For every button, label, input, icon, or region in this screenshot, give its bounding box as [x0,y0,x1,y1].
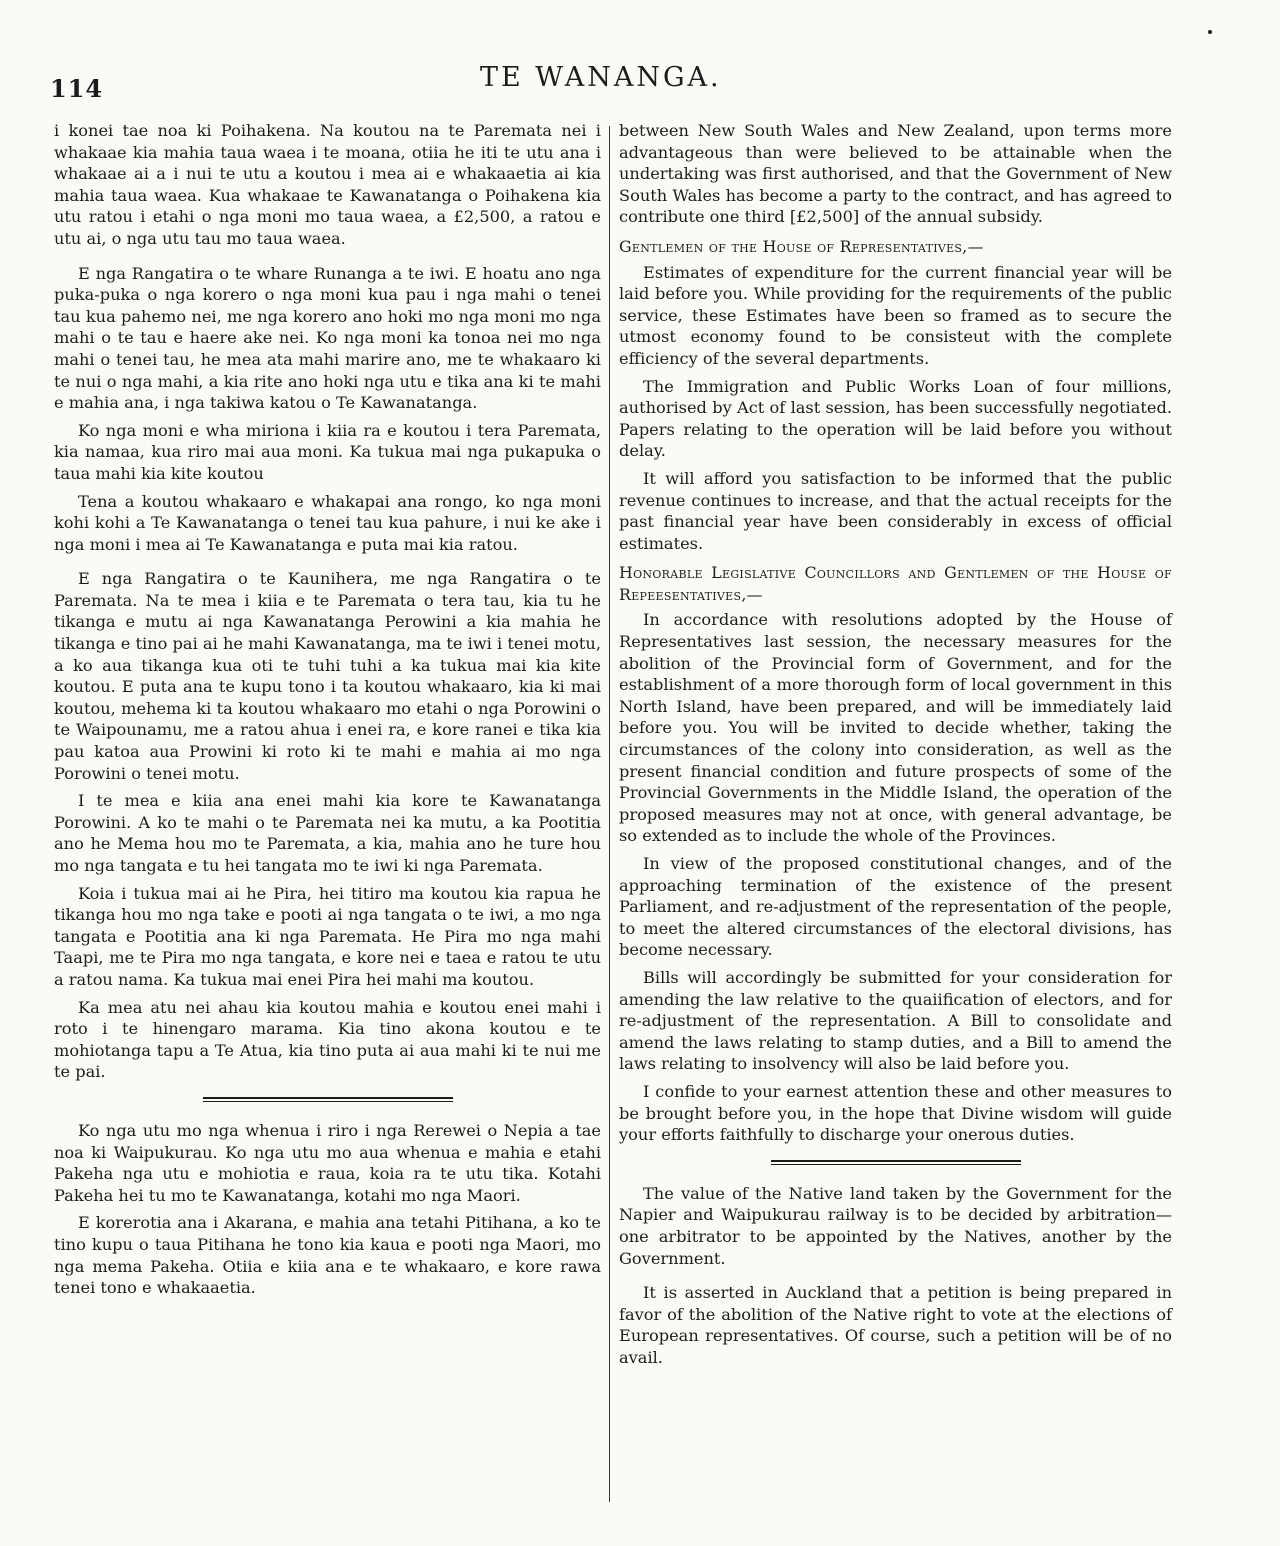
paragraph: It is asserted in Auckland that a petition is being prepared in favor of the abolition of the Native right to vote at the elections of European representatives. Of course, such a petition will be of no avail. [619,1283,1172,1367]
paragraph: Ko nga moni e wha miriona i kiia ra e koutou i tera Paremata, kia namaa, kua riro mai aua moni. Ka tukua mai nga pukapuka o taua mahi kia kite koutou [54,420,601,483]
paragraph: In view of the proposed constitutional changes, and of the approaching termination of the existence of the present Parliament, and re-adjustment of the representation of the people, to meet the altered circumstances of the electoral divisions, has become necessary. [619,854,1172,960]
paragraph: Estimates of expenditure for the current financial year will be laid before you. While providing for the requirements of the public service, these Estimates have been so framed as to secure the utmost economy found to be consisteut with the complete efficiency of the several departments. [619,262,1172,368]
section-heading: Honorable Legislative Councillors and Gentlemen of the House of Repeesentatives,— [619,563,1172,604]
paragraph: Ka mea atu nei ahau kia koutou mahia e koutou enei mahi i roto i te hinengaro marama. Kia tino akona koutou e te mohiotanga tapu a Te Atua, kia tino puta ai aua mahi ki te nui me te pai. [54,997,601,1082]
paragraph: E nga Rangatira o te Kaunihera, me nga Rangatira o te Paremata. Na te mea i kiia e te Paremata o tera tau, kia tu he tikanga e mutu ai nga Kawanatanga Perowini a kia mahia he tikanga e tino pai ai he mahi Kawanatanga, ma te iwi i tenei motu, a ko aua tikanga kua oti te tuhi tuhi a ka tukua mai kia kite koutou. E puta ana te kupu tono i ta koutou whakaaro, kia ki mai koutou, mehema ki ta koutou whakaaro mo etahi o nga Porowini o te Waipounamu, me a ratou ahua i enei ra, e kore ranei e tika kia pau katoa aua Prowini ki roto ki te mahi e mahia ai mo nga Porowini o tenei motu. [54,569,601,783]
left-column [54,120,601,1305]
paragraph: E korerotia ana i Akarana, e mahia ana tetahi Pitihana, a ko te tino kupu o taua Pitihana he tono kia kaua e pooti nga Maori, mo nga mema Pakeha. Otiia e kiia ana e te whakaaro, e kore rawa tenei tono e whakaaetia. [54,1213,601,1298]
paragraph: Bills will accordingly be submitted for your consideration for amending the law relative to the quaiification of electors, and for re-adjustment of the representation. A Bill to consolidate and amend the laws relating to stamp duties, and a Bill to amend the laws relating to insolvency will also be laid before you. [619,967,1172,1074]
paragraph: between New South Wales and New Zealand, upon terms more advantageous than were believed to be attainable when the undertaking was first authorised, and that the Government of New South Wales has become a party to the contract, and has agreed to contribute one third [£2,500] of the annual subsidy. [619,121,1172,227]
paragraph: Koia i tukua mai ai he Pira, hei titiro ma koutou kia rapua he tikanga hou mo nga take e pooti ai nga tangata o te iwi, a mo nga tangata e Pootitia ana ki nga Paremata. He Pira mo nga mahi Taapi, me te Pira mo nga tangata, e kore nei e taea e ratou te utu a ratou nama. Ka tukua mai enei Pira hei mahi ma koutou. [54,883,601,989]
paragraph: In accordance with resolutions adopted by the House of Representatives last session, the necessary measures for the abolition of the Provincial form of Government, and for the establishment of a more thorough form of local government in this North Island, have been prepared, and will be immediately laid before you. You will be invited to decide whether, taking the circumstances of the colony into consideration, as well as the present financial condition and future prospects of some of the Provincial Governments in the Middle Island, the operation of the proposed measures may not at once, with general advantage, be so extended as to include the whole of the Provinces. [619,610,1172,846]
paragraph: i konei tae noa ki Poihakena. Na koutou na te Paremata nei i whakaae kia mahia taua waea i te moana, otiia he iti te utu ana i whakaae ai a i nui te utu a koutou i mea ai e whakaaetia ai kia mahia taua waea. Kua whakaae te Kawanatanga o Poihakena kia utu ratou i etahi o nga moni mo taua waea, a £2,500, a ratou e utu ai, o nga utu tau mo taua waea. [54,121,601,248]
paragraph: Tena a koutou whakaaro e whakapai ana rongo, ko nga moni kohi kohi a Te Kawanatanga o tenei tau kua pahure, i nui ke ake i nga moni i mea ai Te Kawanatanga e puta mai kia ratou. [54,491,601,554]
column-rule [609,126,610,1502]
paragraph: I confide to your earnest attention these and other measures to be brought before you, in the hope that Divine wisdom will guide your efforts faithfully to discharge your onerous duties. [619,1081,1172,1145]
stray-mark [1208,30,1212,34]
section-divider [771,1160,1021,1165]
page-number: 114 [50,74,104,103]
masthead-title: TE WANANGA. [480,62,722,93]
paragraph: Ko nga utu mo nga whenua i riro i nga Rerewei o Nepia a tae noa ki Waipukurau. Ko nga utu mo aua whenua e mahia e etahi Pakeha nga utu e mohiotia e raua, koia ra te utu tika. Kotahi Pakeha hei tu mo te Kawanatanga, kotahi mo nga Maori. [54,1120,601,1205]
paragraph: The Immigration and Public Works Loan of four millions, authorised by Act of last session, has been successfully negotiated. Papers relating to the operation will be laid before you without delay. [619,376,1172,461]
section-divider [203,1097,453,1102]
paragraph: I te mea e kiia ana enei mahi kia kore te Kawanatanga Porowini. A ko te mahi o te Paremata nei ka mutu, a ka Pootitia ano he Mema hou mo te Paremata, a kia, mahia ano he ture hou mo nga tangata e tu hei tangata mo te iwi ki nga Paremata. [54,791,601,875]
section-heading: Gentlemen of the House of Representatives,— [619,236,984,256]
right-column [619,120,1172,1374]
paragraph: It will afford you satisfaction to be informed that the public revenue continues to increase, and that the actual receipts for the past financial year have been considerably in excess of official estimates. [619,468,1172,553]
paragraph: The value of the Native land taken by the Government for the Napier and Waipukurau railway is to be decided by arbitration—one arbitrator to be appointed by the Natives, another by the Government. [619,1183,1172,1268]
paragraph: E nga Rangatira o te whare Runanga a te iwi. E hoatu ano nga puka-puka o nga korero o nga moni kua pau i nga mahi o tenei tau kua pahemo nei, me nga korero ano hoki mo nga moni mo nga mahi o te tau e haere ake nei. Ko nga moni ka tonoa nei mo nga mahi o tenei tau, he mea ata mahi marire ano, me te whakaaro ki te nui o nga mahi, a kia rite ano hoki nga utu e tika ana ki te mahi e mahia ana, i nga takiwa katou o Te Kawanatanga. [54,263,601,413]
